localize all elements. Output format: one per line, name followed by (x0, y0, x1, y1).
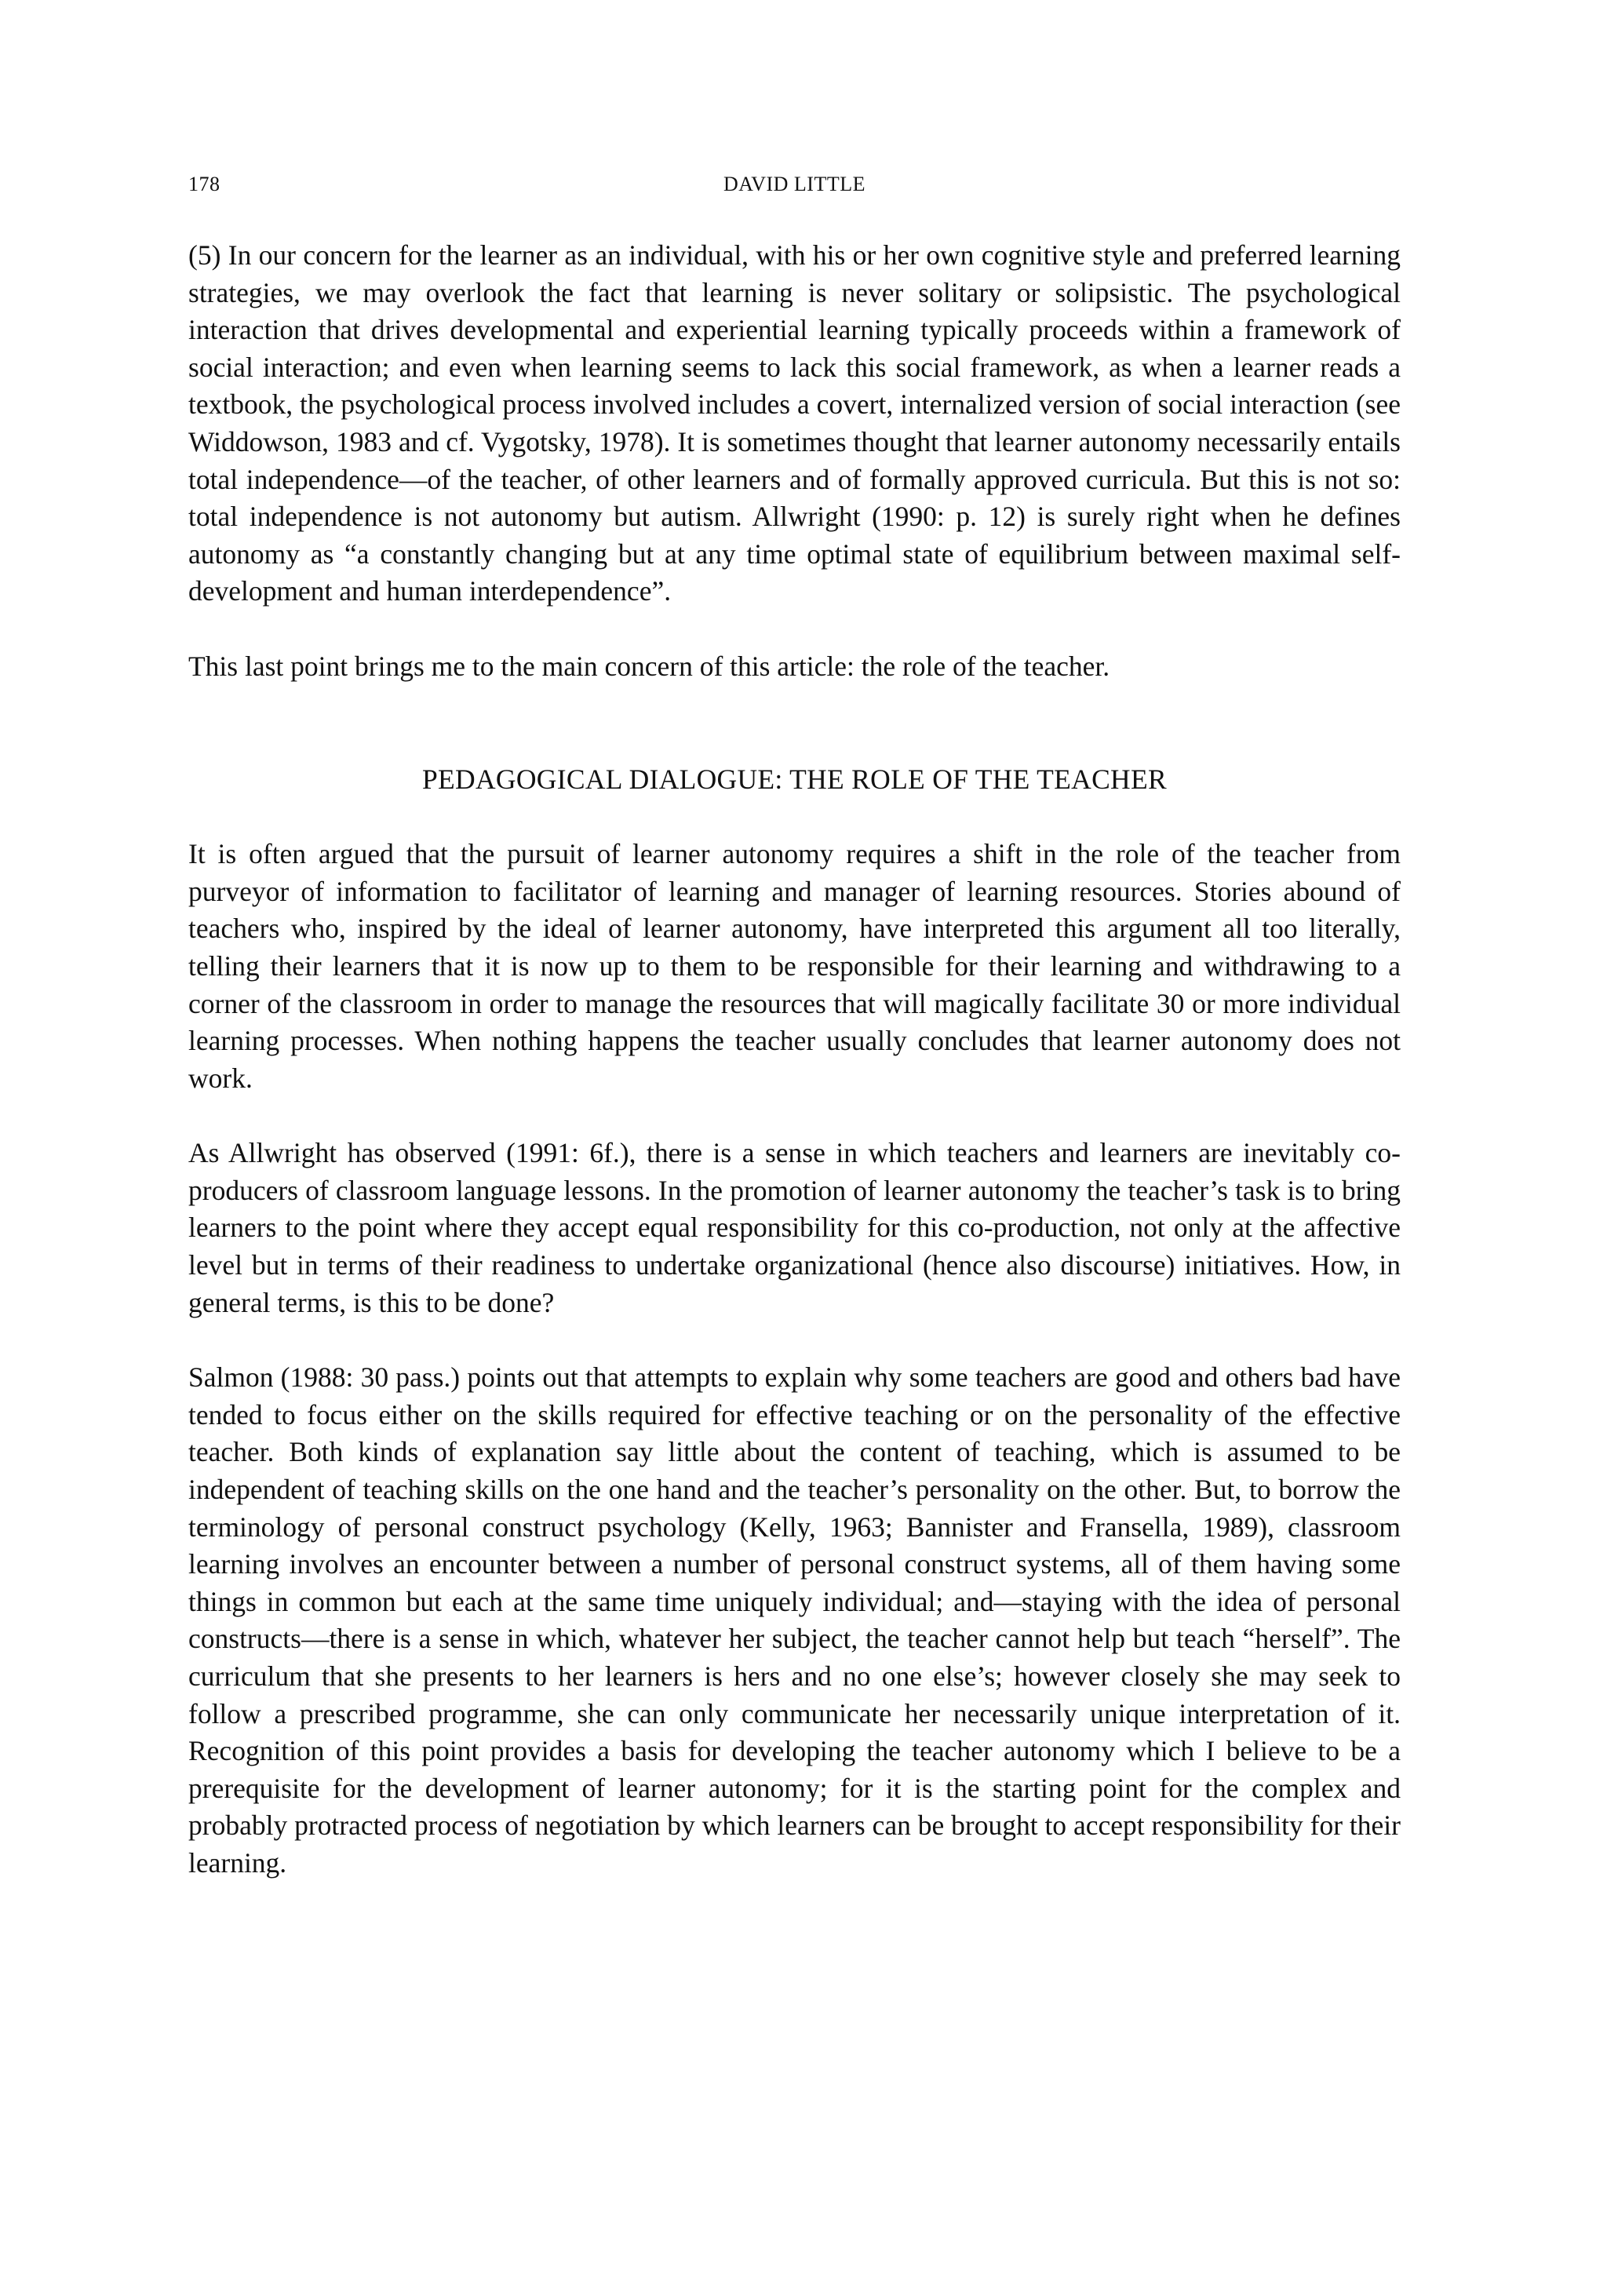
body-text (188, 237, 1401, 1920)
paragraph-salmon: Salmon (1988: 30 pass.) points out that attempts to explain why some teachers are good and others bad have tended to focus either on the skills required for effective teaching or on the personality of the effective teacher. Both kinds of explanation say little about the content of teaching, which is assumed to be independent of teaching skills on the one hand and the teacher’s personality on the other. But, to borrow the terminology of personal construct psychology (Kelly, 1963; Bannister and Fransella, 1989), classroom learning involves an encounter between a number of personal construct systems, all of them having some things in common but each at the same time uniquely individual; and—staying with the idea of personal constructs—there is a sense in which, whatever her subject, the teacher cannot help but teach “herself”. The curriculum that she presents to her learners is hers and no one else’s; however closely she may seek to follow a prescribed programme, she can only communicate her necessarily unique interpretation of it. Recognition of this point provides a basis for developing the teacher autonomy which I believe to be a prerequisite for the development of learner autonomy; for it is the starting point for the complex and probably protracted process of negotiation by which learners can be brought to accept responsibility for their learning. (188, 1361, 1401, 1879)
paragraph-point-5: (5) In our concern for the learner as an individual, with his or her own cognitive style and preferred learning strategies, we may overlook the fact that learning is never solitary or solipsistic. The psychological interaction that drives developmental and experiential learning typically proceeds within a framework of social interaction; and even when learning seems to lack this social framework, as when a learner reads a textbook, the psychological process involved includes a covert, internalized version of social interaction (see Widdowson, 1983 and cf. Vygotsky, 1978). It is sometimes thought that learner autonomy necessarily entails total independence—of the teacher, of other learners and of formally approved curricula. But this is not so: total independence is not autonomy but autism. Allwright (1990: p. 12) is surely right when he defines autonomy as “a constantly changing but at any time optimal state of equilibrium between maximal self-development and human interdependence”. (188, 239, 1401, 607)
paragraph-co-producers: As Allwright has observed (1991: 6f.), there is a sense in which teachers and learners are inevitably co-producers of classroom language lessons. In the promotion of learner autonomy the teacher’s task is to bring learners to the point where they accept equal responsibility for this co-production, not only at the affective level but in terms of their readiness to undertake organizational (hence also discourse) initiatives. How, in general terms, is this to be done? (188, 1137, 1401, 1318)
page-number: 178 (188, 173, 220, 195)
section-heading: PEDAGOGICAL DIALOGUE: THE ROLE OF THE TEACHER (422, 763, 1167, 795)
page (188, 0, 1401, 2296)
page-header (188, 173, 1401, 204)
running-head: DAVID LITTLE (723, 173, 865, 195)
paragraph-transition: This last point brings me to the main concern of this article: the role of the teacher. (188, 650, 1110, 682)
paragraph-role-shift: It is often argued that the pursuit of learner autonomy requires a shift in the role of the teacher from purveyor of information to facilitator of learning and manager of learning resources. Stories abound of teachers who, inspired by the ideal of learner autonomy, have interpreted this argument all too literally, telling their learners that it is now up to them to be responsible for their learning and withdrawing to a corner of the classroom in order to manage the resources that will magically facilitate 30 or more individual learning processes. When nothing happens the teacher usually concludes that learner autonomy does not work. (188, 838, 1401, 1094)
